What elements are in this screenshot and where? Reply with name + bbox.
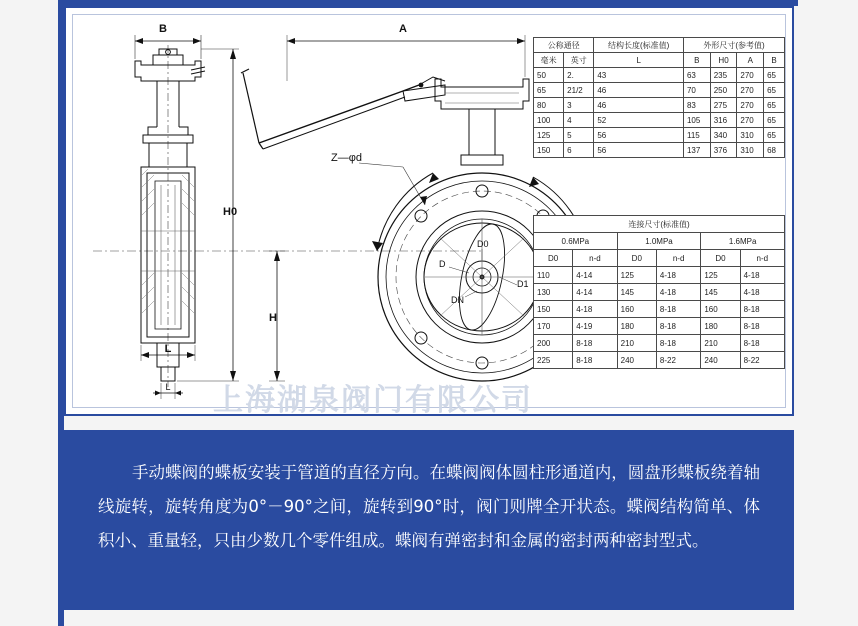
cell-d0-16: 180 (701, 318, 740, 335)
table-row (534, 143, 785, 158)
dimension-table (533, 37, 785, 158)
cell-nd-10: 4-18 (656, 267, 700, 284)
cell-a: 270 (737, 83, 764, 98)
table-group-header-row (534, 233, 785, 250)
cell-d0-06: 225 (534, 352, 573, 369)
table-row (534, 98, 785, 113)
table-row (534, 318, 785, 335)
group-header-10mpa: 1.0MPa (617, 233, 701, 250)
cell-nd-10: 4-18 (656, 284, 700, 301)
sub-header-l: L (594, 53, 684, 68)
group-header-16mpa: 1.6MPa (701, 233, 785, 250)
table-sub-header-row (534, 53, 785, 68)
table-row (534, 113, 785, 128)
table-sub-header-row (534, 250, 785, 267)
cell-nd-06: 4-14 (573, 284, 617, 301)
cell-b: 105 (683, 113, 710, 128)
table-row (534, 301, 785, 318)
cell-nd-10: 8-18 (656, 301, 700, 318)
cell-nd-06: 4-19 (573, 318, 617, 335)
cell-a: 310 (737, 143, 764, 158)
label-d: D (439, 259, 446, 269)
table-group-header-row (534, 38, 785, 53)
cell-b2: 65 (764, 68, 785, 83)
cell-h0: 250 (710, 83, 737, 98)
cell-mm: 65 (534, 83, 564, 98)
table-title-row (534, 216, 785, 233)
cell-nd-16: 8-22 (740, 352, 784, 369)
cell-b2: 65 (764, 98, 785, 113)
cell-h0: 275 (710, 98, 737, 113)
label-h0: H0 (223, 206, 238, 218)
cell-inch: 6 (564, 143, 594, 158)
table-row (534, 128, 785, 143)
technical-drawing-panel (64, 6, 794, 416)
cell-d0-10: 210 (617, 335, 656, 352)
cell-d0-06: 110 (534, 267, 573, 284)
table-row (534, 352, 785, 369)
cell-nd-10: 8-18 (656, 318, 700, 335)
cell-nd-06: 8-18 (573, 335, 617, 352)
cell-d0-06: 130 (534, 284, 573, 301)
sub-header-d0-16: D0 (701, 250, 740, 267)
cell-a: 310 (737, 128, 764, 143)
cell-l: 52 (594, 113, 684, 128)
group-header-face-to-face: 结构长度(标准值) (594, 38, 684, 53)
cell-inch: 5 (564, 128, 594, 143)
cell-b2: 65 (764, 128, 785, 143)
label-b-top: B (159, 23, 167, 35)
cell-b: 83 (683, 98, 710, 113)
label-a-top: A (399, 23, 407, 35)
cell-mm: 150 (534, 143, 564, 158)
cell-b: 115 (683, 128, 710, 143)
cell-mm: 125 (534, 128, 564, 143)
cell-h0: 316 (710, 113, 737, 128)
table-row (534, 335, 785, 352)
cell-l: 46 (594, 98, 684, 113)
cell-b2: 65 (764, 113, 785, 128)
cell-b: 137 (683, 143, 710, 158)
cell-d0-06: 170 (534, 318, 573, 335)
cell-nd-16: 8-18 (740, 335, 784, 352)
description-panel (64, 430, 794, 610)
company-watermark: 上海湖泉阀门有限公司 (213, 384, 533, 416)
label-d1: D1 (517, 279, 529, 289)
group-header-06mpa: 0.6MPa (534, 233, 618, 250)
label-l-bottom: L (164, 343, 172, 355)
sub-header-b: B (683, 53, 710, 68)
cell-d0-16: 125 (701, 267, 740, 284)
cell-d0-10: 125 (617, 267, 656, 284)
cell-nd-16: 4-18 (740, 267, 784, 284)
drawing-frame (72, 14, 786, 416)
cell-d0-16: 210 (701, 335, 740, 352)
cell-d0-16: 145 (701, 284, 740, 301)
cell-inch: 21/2 (564, 83, 594, 98)
cell-l: 56 (594, 128, 684, 143)
sub-header-inch: 英寸 (564, 53, 594, 68)
table-row (534, 83, 785, 98)
cell-a: 270 (737, 68, 764, 83)
sub-header-h0: H0 (710, 53, 737, 68)
cell-d0-16: 160 (701, 301, 740, 318)
table-row (534, 68, 785, 83)
cell-inch: 2. (564, 68, 594, 83)
cell-a: 270 (737, 98, 764, 113)
label-h: H (269, 312, 277, 324)
table-row (534, 284, 785, 301)
label-dn: DN (451, 295, 464, 305)
sub-header-d0-10: D0 (617, 250, 656, 267)
connection-dimension-table (533, 215, 785, 369)
sub-header-b2: B (764, 53, 785, 68)
sub-header-mm: 毫米 (534, 53, 564, 68)
cell-nd-10: 8-18 (656, 335, 700, 352)
cell-b2: 65 (764, 83, 785, 98)
group-header-nominal-diameter: 公称通径 (534, 38, 594, 53)
group-header-overall-dims: 外形尺寸(参考值) (683, 38, 784, 53)
cell-mm: 80 (534, 98, 564, 113)
cell-l: 43 (594, 68, 684, 83)
cell-l: 56 (594, 143, 684, 158)
conn-table-title: 连接尺寸(标准值) (534, 216, 785, 233)
cell-h0: 235 (710, 68, 737, 83)
cell-nd-06: 4-18 (573, 301, 617, 318)
cell-nd-16: 8-18 (740, 318, 784, 335)
cell-nd-16: 4-18 (740, 284, 784, 301)
sub-header-nd-16: n-d (740, 250, 784, 267)
label-z-phi-d: Z—φd (331, 152, 362, 164)
cell-mm: 50 (534, 68, 564, 83)
cell-b2: 68 (764, 143, 785, 158)
cell-b: 70 (683, 83, 710, 98)
cell-h0: 340 (710, 128, 737, 143)
cell-inch: 4 (564, 113, 594, 128)
cell-nd-16: 8-18 (740, 301, 784, 318)
sub-header-d0-06: D0 (534, 250, 573, 267)
cell-b: 63 (683, 68, 710, 83)
label-d0: D0 (477, 239, 489, 249)
cell-nd-06: 4-14 (573, 267, 617, 284)
sub-header-nd-10: n-d (656, 250, 700, 267)
sub-header-nd-06: n-d (573, 250, 617, 267)
cell-d0-10: 145 (617, 284, 656, 301)
cell-d0-10: 240 (617, 352, 656, 369)
cell-mm: 100 (534, 113, 564, 128)
cell-d0-06: 150 (534, 301, 573, 318)
description-text: 手动蝶阀的蝶板安装于管道的直径方向。在蝶阀阀体圆柱形通道内，圆盘形蝶板绕着轴线旋转，旋转角度为0°－90°之间，旋转到90°时，阀门则牌全开状态。蝶阀结构简单、体积小、重量轻，只由少数几个零件组成。蝶阀有弹密封和金属的密封两种密封型式。 (98, 463, 760, 550)
cell-nd-06: 8-18 (573, 352, 617, 369)
cell-d0-10: 180 (617, 318, 656, 335)
sub-header-a: A (737, 53, 764, 68)
cell-l: 46 (594, 83, 684, 98)
label-l-small: L (165, 382, 171, 392)
cell-a: 270 (737, 113, 764, 128)
cell-nd-10: 8-22 (656, 352, 700, 369)
cell-d0-10: 160 (617, 301, 656, 318)
table-row (534, 267, 785, 284)
cell-inch: 3 (564, 98, 594, 113)
cell-d0-16: 240 (701, 352, 740, 369)
cell-d0-06: 200 (534, 335, 573, 352)
cell-h0: 376 (710, 143, 737, 158)
